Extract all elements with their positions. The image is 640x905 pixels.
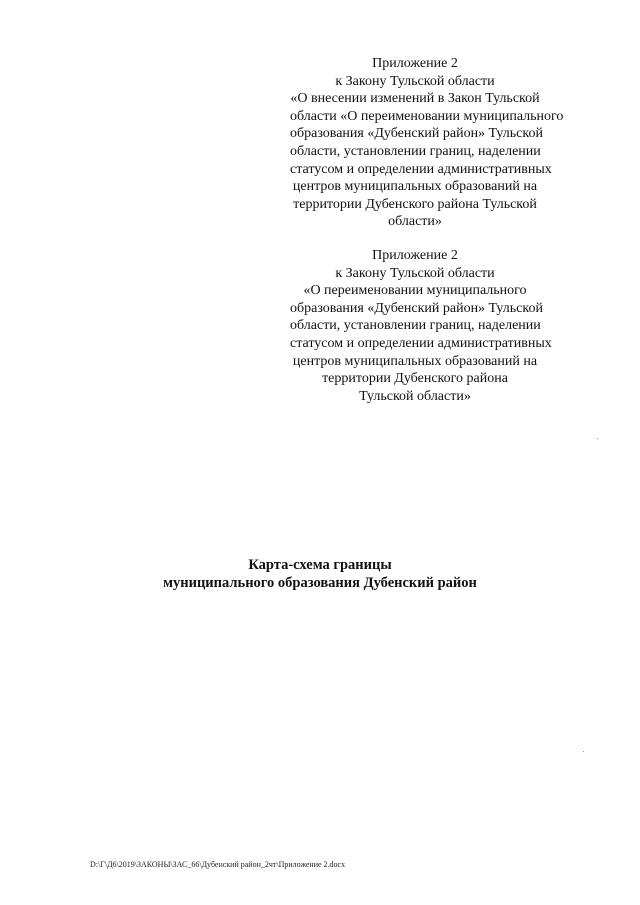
annex-line: области»: [388, 214, 442, 230]
annex-line: Приложение 2: [372, 248, 458, 263]
annex-line: области, установлении границ, наделении: [290, 143, 541, 159]
annex-line: «О внесении изменений в Закон Тульской: [290, 91, 540, 107]
annex-line: образования «Дубенский район» Тульской: [290, 300, 543, 316]
annex-header-original: [290, 247, 552, 405]
annex-line: центров муниципальных образований на: [292, 179, 538, 195]
annex-header-current: [290, 55, 564, 231]
annex-line: территории Дубенского района: [322, 371, 508, 387]
map-title: [0, 556, 640, 592]
scan-speck: [583, 751, 584, 752]
annex-line: Приложение 2: [372, 56, 458, 71]
annex-line: области, установлении границ, наделении: [290, 318, 541, 334]
footer-file-path: D:\Г\Д6\2019\ЗАКОНЫ\ЗАС_66\Дубенский район_2чт\Приложение 2.docx: [90, 860, 346, 869]
map-title-line-1: Карта-схема границы: [248, 557, 392, 573]
annex-line: «О переименовании муниципального: [303, 283, 527, 299]
annex-line: Тульской области»: [359, 388, 471, 404]
annex-line: к Закону Тульской области: [335, 265, 495, 281]
annex-line: статусом и определении административных: [290, 335, 552, 351]
annex-line: центров муниципальных образований на: [292, 353, 538, 369]
map-title-line-2: муниципального образования Дубенский район: [163, 575, 477, 591]
annex-line: статусом и определении административных: [290, 161, 552, 177]
annex-line: образования «Дубенский район» Тульской: [290, 126, 543, 142]
annex-line: территории Дубенского района Тульской: [293, 196, 537, 212]
scan-speck: [597, 438, 598, 439]
annex-line: к Закону Тульской области: [335, 73, 495, 89]
annex-line: области «О переименовании муниципального: [290, 108, 564, 124]
